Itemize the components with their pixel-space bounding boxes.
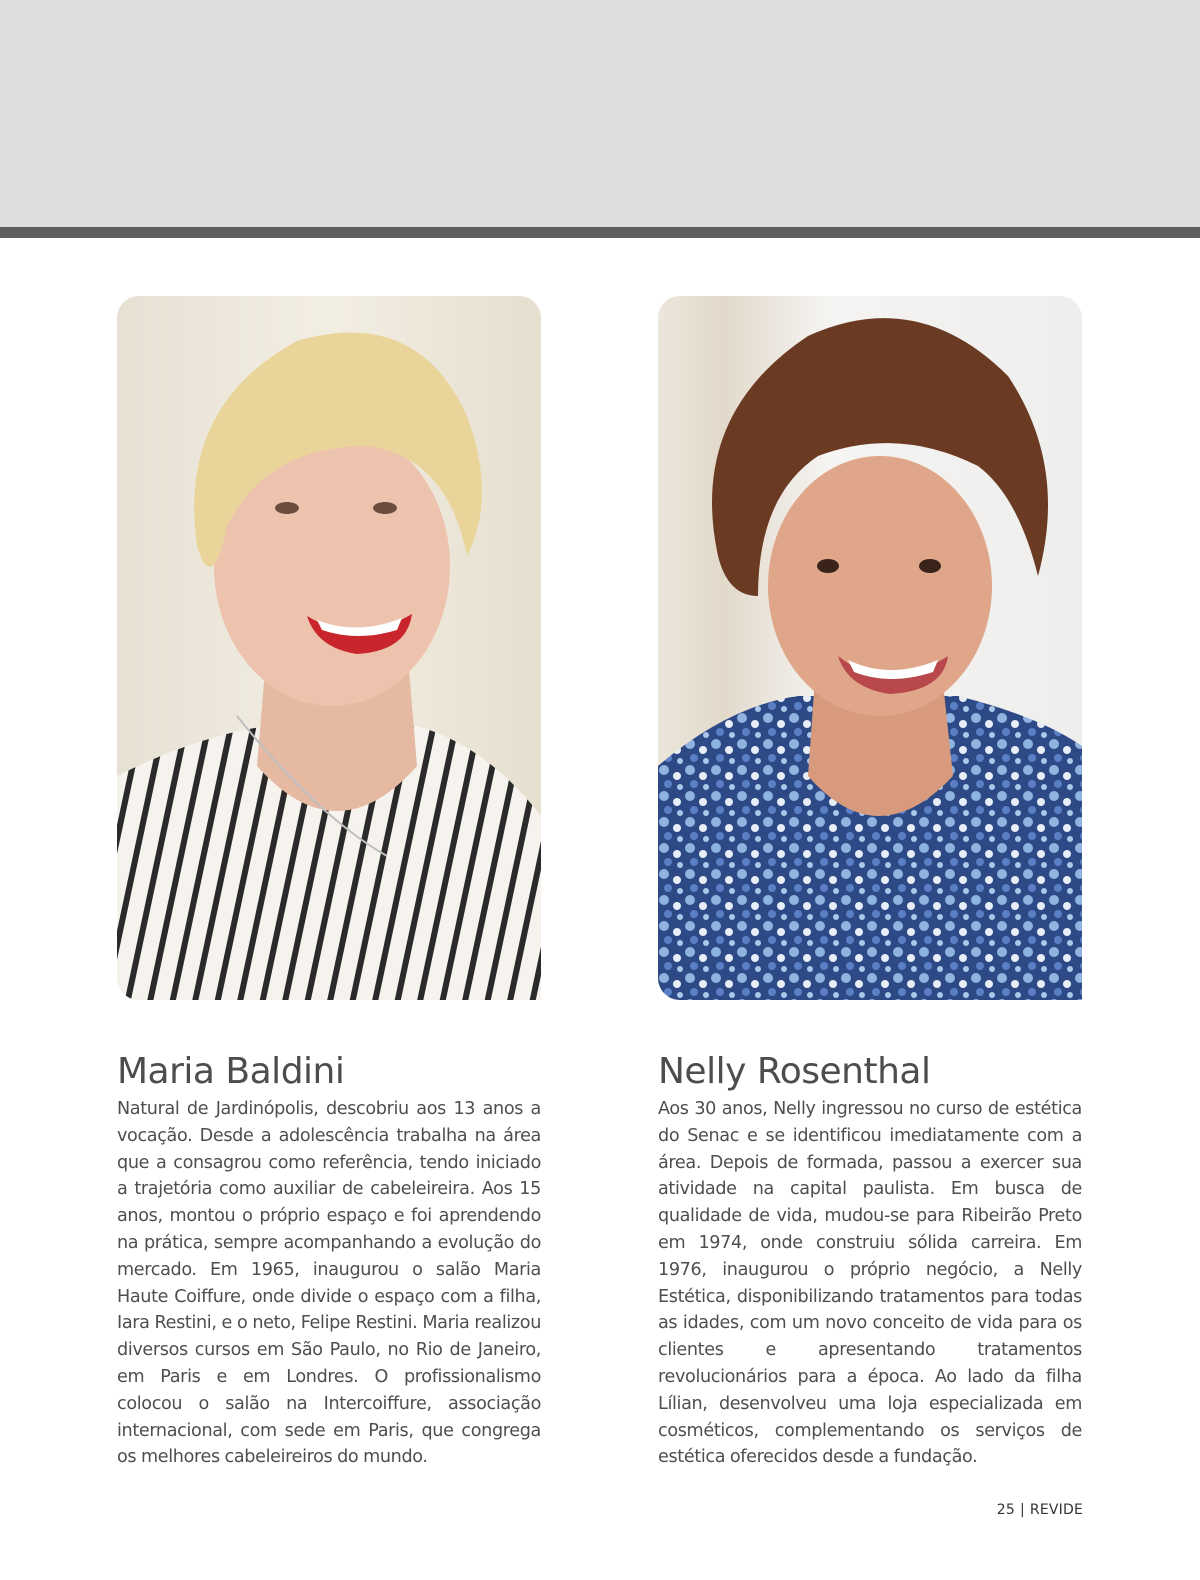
- profile-name: Nelly Rosenthal: [658, 1051, 931, 1092]
- footer-separator: |: [1019, 1502, 1025, 1518]
- profile-name: Maria Baldini: [117, 1051, 345, 1092]
- portrait-photo-maria-baldini: [117, 296, 541, 1000]
- profile-bio: Aos 30 anos, Nelly ingressou no curso de estética do Senac e se identificou imediatamente com a área. Depois de formada, passou a exercer sua atividade na capital paulista. Em busca de qualidade de vida, mudou-se para Ribeirão Preto em 1974, onde construiu sólida carreira. Em 1976, inaugurou o próprio negócio, a Nelly Estética, disponibilizando tratamentos para todas as idades, com um novo conceito de vida para os clientes e apresentando tratamentos revolucionários para a época. Ao lado da filha Lílian, desenvolveu uma loja especializada em cosméticos, complementando os serviços de estética oferecidos desde a fundação.: [658, 1099, 1082, 1468]
- profile-maria-baldini: [117, 1052, 541, 1471]
- page-footer: [997, 1502, 1083, 1518]
- header-band: [0, 0, 1200, 227]
- profile-bio: Natural de Jardinópolis, descobriu aos 13 anos a vocação. Desde a adolescência trabalha na área que a consagrou como referência, tendo iniciado a trajetória como auxiliar de cabeleireira. Aos 15 anos, montou o próprio espaço e foi aprendendo na prática, sempre acompanhando a evolução do mercado. Em 1965, inaugurou o salão Maria Haute Coiffure, onde divide o espaço com a filha, Iara Restini, e o neto, Felipe Restini. Maria realizou diversos cursos em São Paulo, no Rio de Janeiro, em Paris e em Londres. O profissionalismo colocou o salão na Intercoiffure, associação internacional, com sede em Paris, que congrega os melhores cabeleireiros do mundo.: [117, 1099, 541, 1468]
- publication-name: REVIDE: [1029, 1502, 1083, 1518]
- profile-nelly-rosenthal: [658, 1052, 1082, 1471]
- page-number: 25: [996, 1502, 1015, 1518]
- portrait-photo-nelly-rosenthal: [658, 296, 1082, 1000]
- header-rule: [0, 227, 1200, 238]
